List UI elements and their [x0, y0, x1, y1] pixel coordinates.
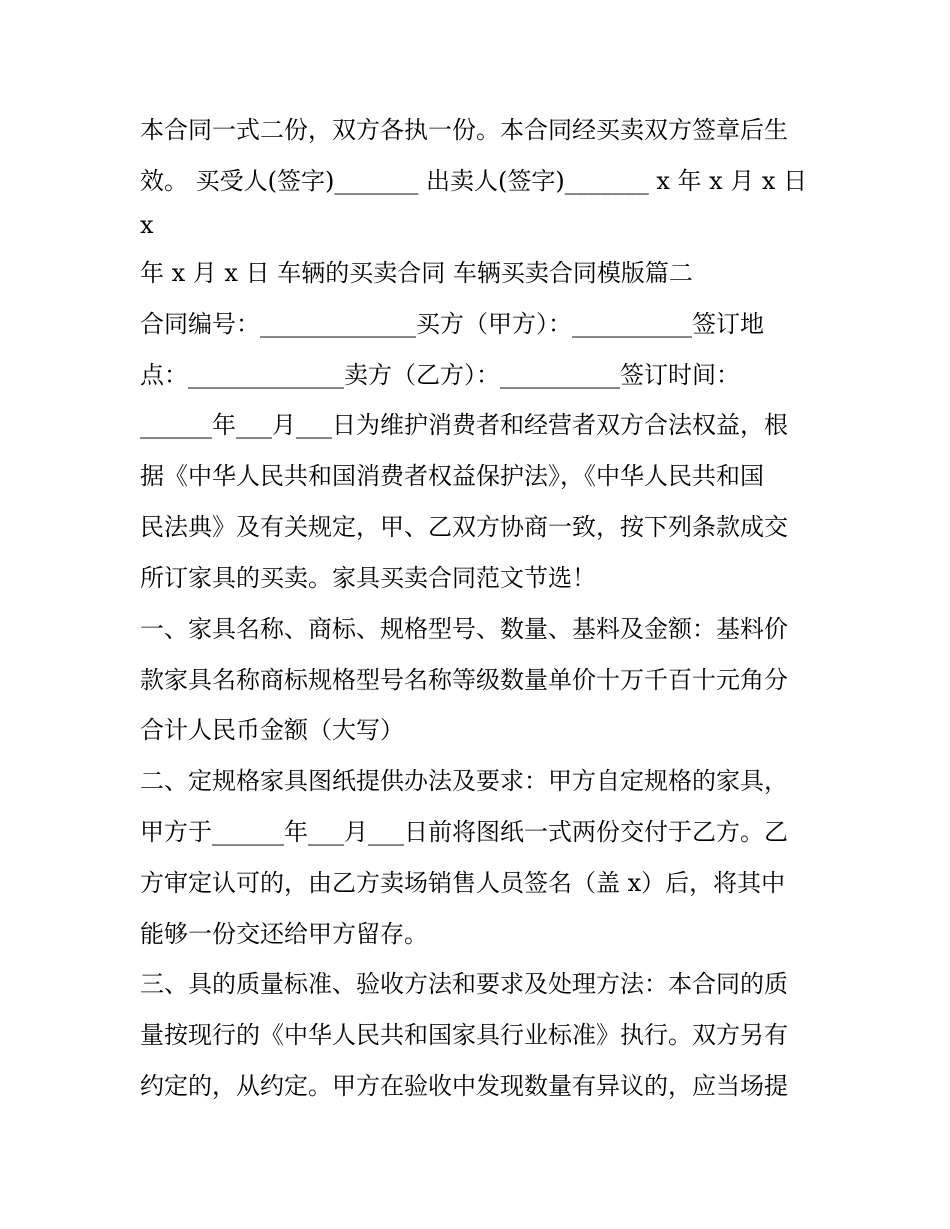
- text-line: 款家具名称商标规格型号名称等级数量单价十万千百十元角分: [140, 666, 788, 694]
- text-line: 所订家具的买卖。家具买卖合同范文节选！: [140, 564, 596, 592]
- text-line: 一、家具名称、商标、规格型号、数量、基料及金额：基料价: [140, 615, 788, 643]
- text-line: 二、定规格家具图纸提供办法及要求：甲方自定规格的家具，: [140, 767, 788, 795]
- text-line: ______年___月___日为维护消费者和经营者双方合法权益，根: [140, 411, 788, 439]
- text-line: 合同编号：_____________买方（甲方）：__________签订地: [140, 310, 764, 338]
- text-line: 量按现行的《中华人民共和国家具行业标准》执行。双方另有: [140, 1021, 788, 1049]
- text-line: 能够一份交还给甲方留存。: [140, 920, 428, 948]
- text-line: 约定的，从约定。甲方在验收中发现数量有异议的，应当场提: [140, 1072, 788, 1100]
- text-line: 年 x 月 x 日 车辆的买卖合同 车辆买卖合同模版篇二: [140, 259, 693, 287]
- text-line: 民法典》及有关规定，甲、乙双方协商一致，按下列条款成交: [140, 513, 788, 541]
- text-line: 点：_____________卖方（乙方）：__________签订时间：: [140, 361, 740, 389]
- text-line: 合计人民币金额（大写）: [140, 716, 404, 744]
- text-line: 方审定认可的，由乙方卖场销售人员签名（盖 x）后，将其中: [140, 869, 786, 897]
- text-line: 本合同一式二份，双方各执一份。本合同经买卖双方签章后生: [140, 116, 788, 144]
- text-line: 效。 买受人(签字)_______ 出卖人(签字)_______ x 年 x 月 x 日: [140, 167, 808, 195]
- text-line: 据《中华人民共和国消费者权益保护法》，《中华人民共和国: [140, 462, 764, 490]
- text-line: 甲方于______年___月___日前将图纸一式两份交付于乙方。乙: [140, 818, 788, 846]
- text-line: 三、具的质量标准、验收方法和要求及处理方法：本合同的质: [140, 970, 788, 998]
- text-line: x: [140, 211, 154, 239]
